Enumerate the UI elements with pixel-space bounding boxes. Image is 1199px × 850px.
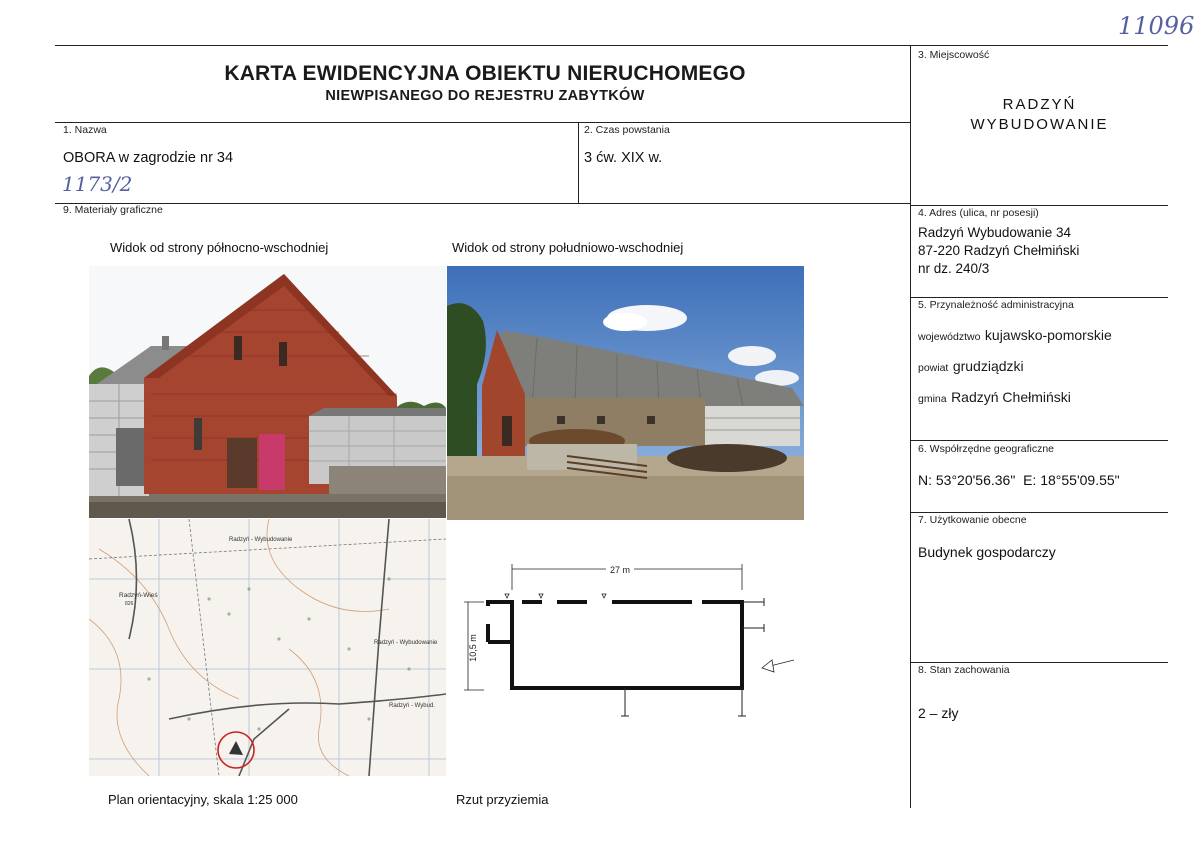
locality-line1: RADZYŃ	[1002, 96, 1077, 113]
locality-label: 3. Miejscowość	[918, 49, 990, 61]
plan-caption: Rzut przyziemia	[456, 792, 549, 807]
coords-label: 6. Współrzędne geograficzne	[918, 443, 1054, 455]
name-label: 1. Nazwa	[63, 124, 107, 136]
name-handwritten-number: 1173/2	[62, 172, 133, 196]
graphics-label: 9. Materiały graficzne	[63, 204, 163, 216]
location-map	[89, 519, 446, 776]
commune-row	[918, 389, 1071, 407]
condition-label: 8. Stan zachowania	[918, 664, 1010, 676]
condition-value: 2 – zły	[918, 705, 959, 721]
map-label-top: Radzyń - Wybudowanie	[229, 537, 293, 543]
photo-ne-caption: Widok od strony północno-wschodniej	[110, 240, 329, 255]
map-label-bottom: Radzyń - Wybud.	[389, 703, 435, 709]
photo-north-east	[89, 266, 446, 518]
time-label: 2. Czas powstania	[584, 124, 670, 136]
coords-value: N: 53°20'56.36" E: 18°55'09.55"	[918, 472, 1120, 488]
name-bottom-rule	[55, 203, 911, 204]
usage-label: 7. Użytkowanie obecne	[918, 514, 1027, 526]
voivodeship-row	[918, 327, 1112, 345]
photo-se-caption: Widok od strony południowo-wschodniej	[452, 240, 684, 255]
voivodeship-label: województwo	[918, 331, 981, 343]
address-line3: nr dz. 240/3	[918, 261, 990, 276]
usage-value: Budynek gospodarczy	[918, 544, 1056, 560]
county-row	[918, 358, 1024, 376]
top-rule	[55, 45, 1168, 46]
rule-6	[910, 440, 1168, 441]
archive-number: 11096	[1118, 12, 1195, 40]
floor-plan	[462, 560, 802, 720]
rule-7	[910, 512, 1168, 513]
rule-8	[910, 662, 1168, 663]
map-label-village-elev: 826	[125, 601, 134, 607]
county-label: powiat	[918, 362, 949, 374]
locality-line2: WYBUDOWANIE	[970, 116, 1109, 133]
plan-width-dim: 10,5 m	[468, 634, 478, 662]
rule-5	[910, 297, 1168, 298]
voivodeship-value: kujawsko-pomorskie	[984, 327, 1112, 343]
photo-south-east	[447, 266, 804, 520]
north-arrow-icon	[762, 660, 794, 672]
document-subtitle: NIEWPISANEGO DO REJESTRU ZABYTKÓW	[325, 88, 645, 104]
map-label-village: Radzyń-Wieś	[119, 592, 158, 599]
header-bottom-rule	[55, 122, 911, 123]
county-value: grudziądzki	[952, 358, 1024, 374]
commune-label: gmina	[918, 393, 947, 405]
commune-value: Radzyń Chełmiński	[951, 389, 1071, 405]
name-value: OBORA w zagrodzie nr 34	[63, 150, 234, 166]
rule-4	[910, 205, 1168, 206]
address-line2: 87-220 Radzyń Chełmiński	[918, 243, 1080, 258]
document-title: KARTA EWIDENCYJNA OBIEKTU NIERUCHOMEGO	[224, 62, 746, 85]
address-label: 4. Adres (ulica, nr posesji)	[918, 207, 1039, 219]
admin-label: 5. Przynależność administracyjna	[918, 299, 1074, 311]
right-column-divider	[910, 45, 911, 808]
time-value: 3 ćw. XIX w.	[584, 150, 663, 166]
plan-length-dim: 27 m	[609, 565, 631, 575]
name-time-divider	[578, 122, 579, 203]
map-caption: Plan orientacyjny, skala 1:25 000	[108, 792, 298, 807]
map-label-right: Radzyń - Wybudowanie	[374, 640, 438, 646]
address-line1: Radzyń Wybudowanie 34	[918, 225, 1071, 240]
